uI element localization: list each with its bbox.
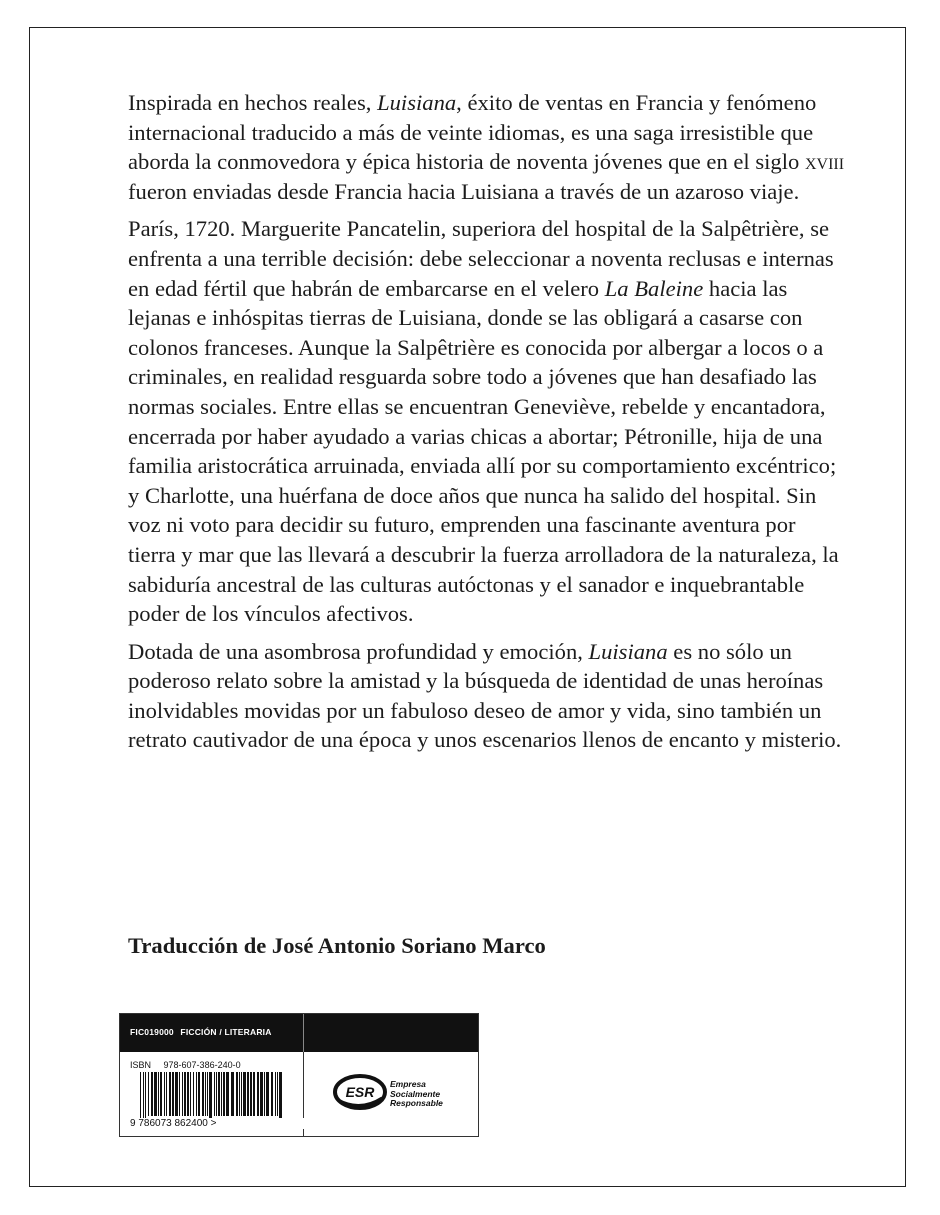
barcode-bar — [207, 1072, 208, 1116]
text-run: es no sólo un poderoso relato sobre la amistad y la búsqueda de identidad de unas heroínas inolvidables movidas por un fabuloso deseo de amor y vida, sino también un retrato cautivador de una época y unos escenarios llenos de encanto y misterio. — [128, 638, 842, 753]
translator-credit: Traducción de José Antonio Soriano Marco — [128, 933, 546, 958]
barcode-bar — [241, 1072, 242, 1116]
barcode-bar — [166, 1072, 167, 1116]
isbn-barcode — [138, 1072, 288, 1120]
header-dark-panel — [303, 1014, 478, 1052]
barcode-bar — [253, 1072, 255, 1116]
barcode-bar — [169, 1072, 171, 1116]
category-label: FICCIÓN / LITERARIA — [180, 1027, 272, 1037]
barcode-bar — [243, 1072, 246, 1116]
barcode-bar — [148, 1072, 149, 1116]
barcode-bar — [257, 1072, 259, 1116]
barcode-bar — [179, 1072, 180, 1116]
esr-caption — [390, 1080, 443, 1109]
category-code: FIC019000 — [130, 1027, 174, 1037]
barcode-bar — [231, 1072, 234, 1116]
text-run: Dotada de una asombrosa profundidad y emoción, — [128, 638, 589, 664]
barcode-bar — [151, 1072, 153, 1116]
century-small-caps: xviii — [804, 149, 845, 175]
text-run: hacia las lejanas e inhóspitas tierras de Luisiana, donde se las obligará a casarse con colonos franceses. Aunque la Salpêtrière es conocida por albergar a locos o a criminales, en realidad resguarda sobre todo a jóvenes que han desafiado las normas sociales. Entre ellas se encuentran Geneviève, rebelde y encantadora, encerrada por haber ayudado a varias chicas a abortar; Pétronille, hija de una familia aristocrática arruinada, enviada allí por su comportamiento excéntrico; y Charlotte, una huérfana de doce años que nunca ha salido del hospital. Sin voz ni voto para decidir su futuro, emprenden una fascinante aventura por tierra y mar que las llevará a descubrir la fuerza arrolladora de la naturaleza, la sabiduría ancestral de las culturas autóctonas y el sanador e inquebrantable poder de los vínculos afectivos. — [128, 275, 839, 627]
barcode-bar — [154, 1072, 157, 1116]
barcode-bar — [193, 1072, 194, 1116]
barcode-bar — [223, 1072, 225, 1116]
barcode-bar — [205, 1072, 206, 1116]
barcode-bar — [209, 1072, 212, 1120]
back-cover-synopsis — [128, 88, 848, 763]
barcode-box — [119, 1013, 479, 1137]
barcode-bar — [140, 1072, 141, 1120]
isbn-line — [130, 1060, 241, 1070]
barcode-bar — [196, 1072, 197, 1116]
barcode-bar — [271, 1072, 273, 1116]
book-title-italic: Luisiana — [377, 90, 457, 115]
barcode-bar — [236, 1072, 238, 1116]
barcode-bar — [247, 1072, 249, 1116]
isbn-label: ISBN — [130, 1060, 152, 1070]
synopsis-paragraph-3 — [128, 637, 848, 755]
barcode-bar — [264, 1072, 265, 1116]
barcode-bar — [239, 1072, 240, 1116]
barcode-bar — [277, 1072, 278, 1116]
barcode-bar — [175, 1072, 178, 1116]
barcode-bar — [187, 1072, 189, 1116]
barcode-bar — [145, 1072, 146, 1120]
barcode-digits: 9 786073 862400 > — [130, 1118, 305, 1129]
barcode-bar — [190, 1072, 191, 1116]
synopsis-paragraph-1 — [128, 88, 848, 206]
barcode-bar — [158, 1072, 159, 1116]
barcode-bar — [182, 1072, 183, 1116]
barcode-bar — [266, 1072, 269, 1116]
barcode-bar — [172, 1072, 174, 1116]
barcode-bar — [279, 1072, 282, 1120]
barcode-bar — [226, 1072, 229, 1116]
book-title-italic: Luisiana — [588, 638, 668, 664]
barcode-bar — [214, 1072, 215, 1116]
text-run: , éxito de ventas en Francia y fenómeno internacional traducido a más de veinte idiomas, es una saga irresistible que aborda la conmovedora y épica historia de noventa jóvenes que en el siglo — [128, 90, 817, 175]
synopsis-paragraph-2 — [128, 214, 848, 628]
text-run: fueron enviadas desde Francia hacia Luisiana a través de un azaroso viaje. — [128, 178, 800, 204]
barcode-bar — [184, 1072, 186, 1116]
text-run: Inspirada en hechos reales, — [128, 90, 378, 115]
category-header — [120, 1014, 303, 1052]
barcode-bar — [143, 1072, 144, 1120]
barcode-bar — [275, 1072, 276, 1116]
barcode-bar — [250, 1072, 252, 1116]
esr-logo-icon — [332, 1072, 388, 1112]
barcode-bar — [218, 1072, 220, 1116]
esr-line-3: Responsable — [390, 1098, 443, 1108]
esr-line-1: Empresa — [390, 1079, 426, 1089]
barcode-bar — [221, 1072, 222, 1116]
isbn-value: 978-607-386-240-0 — [163, 1060, 241, 1070]
text-run: París, 1720. Marguerite Pancatelin, superiora del hospital de la Salpêtrière, se enfrenta a una terrible decisión: debe seleccionar a noventa reclusas e internas en edad fértil que habrán de embarcarse en el velero — [128, 216, 834, 301]
barcode-bar — [202, 1072, 204, 1116]
barcode-bar — [164, 1072, 165, 1116]
barcode-bar — [160, 1072, 162, 1116]
barcode-bar — [216, 1072, 217, 1116]
barcode-bar — [198, 1072, 200, 1116]
barcode-bar — [260, 1072, 263, 1116]
ship-name-italic: La Baleine — [604, 275, 704, 301]
esr-line-2: Socialmente — [390, 1088, 441, 1099]
esr-mark-text: ESR — [345, 1084, 375, 1100]
